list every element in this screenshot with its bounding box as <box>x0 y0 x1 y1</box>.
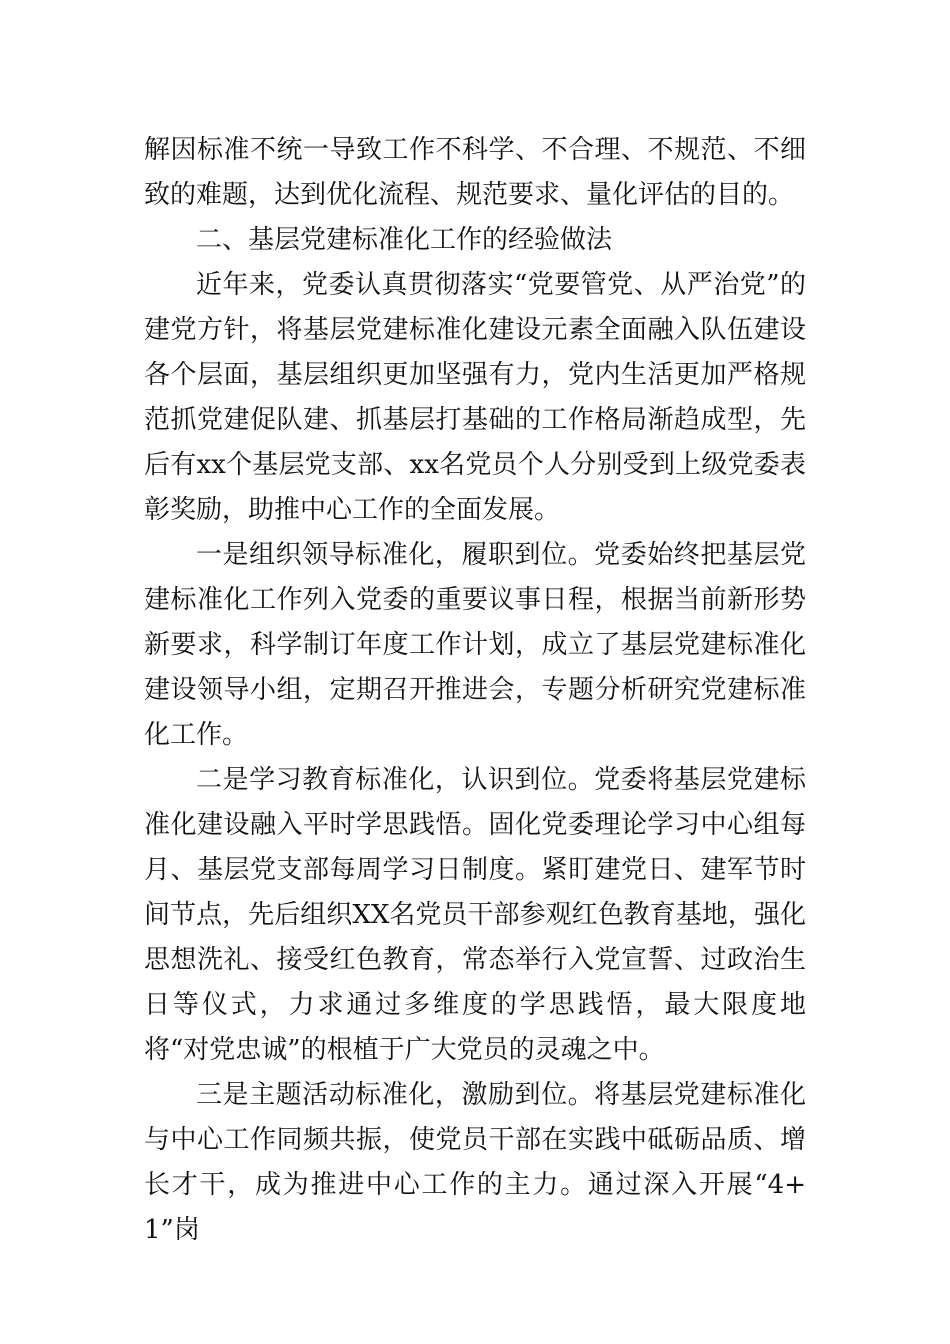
paragraph-theme-activities: 三是主题活动标准化，激励到位。将基层党建标准化与中心工作同频共振，使党员干部在实践中砥砺品质、增长才干，成为推进中心工作的主力。通过深入开展“4+1”岗 <box>144 1080 806 1245</box>
paragraph-continued-intro: 解因标准不统一导致工作不科学、不合理、不规范、不细致的难题，达到优化流程、规范要求、量化评估的目的。 <box>144 135 806 210</box>
paragraph-study-education: 二是学习教育标准化，认识到位。党委将基层党建标准化建设融入平时学思践悟。固化党委理论学习中心组每月、基层党支部每周学习日制度。紧盯建党日、建军节时间节点，先后组织XX名党员干部参观红色教育基地，强化思想洗礼、接受红色教育，常态举行入党宣誓、过政治生日等仪式，力求通过多维度的学思践悟，最大限度地将“对党忠诚”的根植于广大党员的灵魂之中。 <box>144 765 806 1065</box>
paragraph-overview: 近年来，党委认真贯彻落实“党要管党、从严治党”的建党方针，将基层党建标准化建设元素全面融入队伍建设各个层面，基层组织更加坚强有力，党内生活更加严格规范抓党建促队建、抓基层打基础的工作格局渐趋成型，先后有xx个基层党支部、xx名党员个人分别受到上级党委表彰奖励，助推中心工作的全面发展。 <box>144 270 806 525</box>
paragraph-organization-leadership: 一是组织领导标准化，履职到位。党委始终把基层党建标准化工作列入党委的重要议事日程，根据当前新形势新要求，科学制订年度工作计划，成立了基层党建标准化建设领导小组，定期召开推进会，专题分析研究党建标准化工作。 <box>144 540 806 750</box>
section-heading: 二、基层党建标准化工作的经验做法 <box>196 225 613 255</box>
body-text <box>144 128 806 1253</box>
